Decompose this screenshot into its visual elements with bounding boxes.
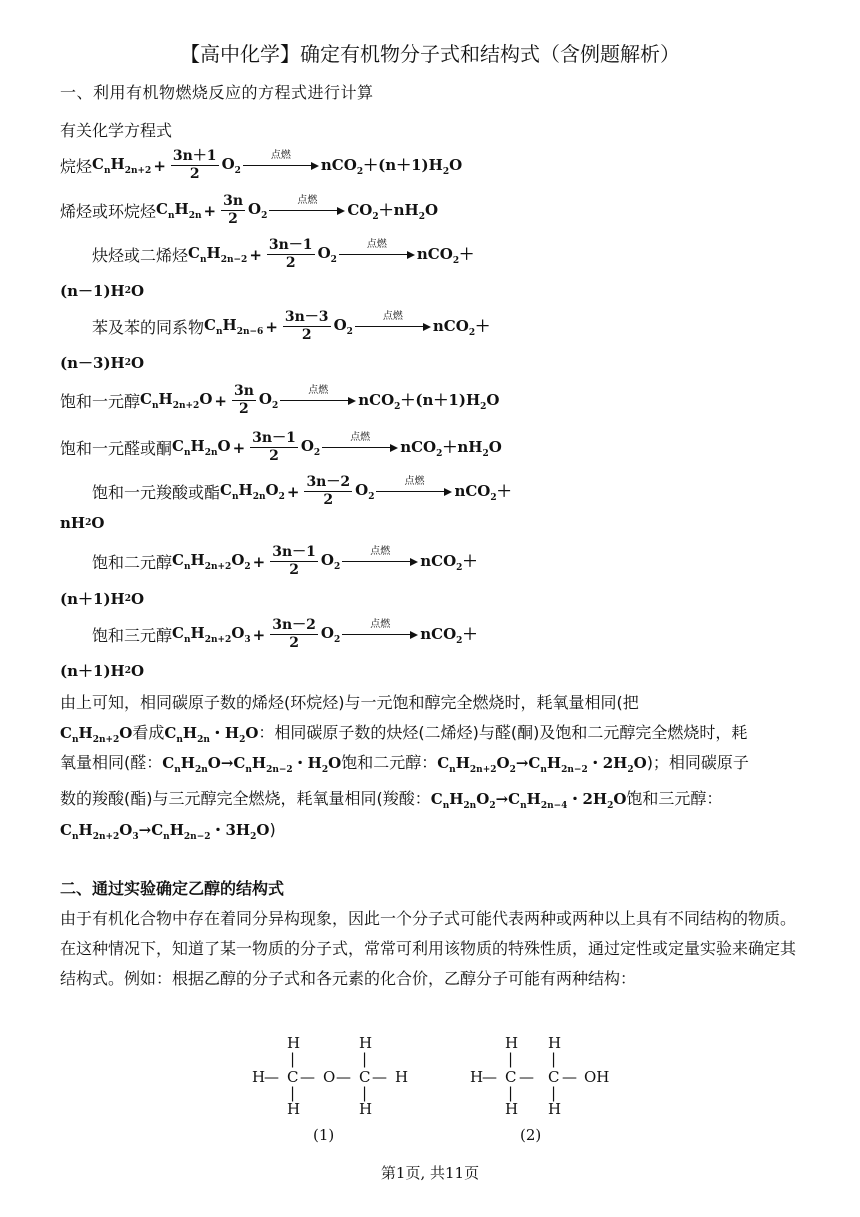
arrow-condition-label: 点燃 (297, 194, 318, 206)
products-formula: $nCO_2+nH_2O$ (400, 438, 502, 459)
reaction-arrow (355, 311, 431, 331)
products-formula: nCO$_2$＋ (416, 245, 475, 266)
s2-bar-top1: | (508, 1050, 514, 1068)
reaction-arrow (376, 476, 452, 496)
compound-class: 饱和一元醛或酮 (60, 439, 173, 458)
coefficient-numerator: 3n－2 (306, 474, 351, 490)
reactant-formula: $C_nH_{2n+2}O_2$ (172, 551, 251, 572)
coefficient-numerator: 3n－1 (268, 237, 313, 253)
oxygen-coefficient (267, 237, 315, 272)
plus-sign: + (252, 625, 266, 644)
reaction-arrow (342, 619, 418, 639)
coefficient-denominator: 2 (239, 401, 249, 417)
coefficient-denominator: 2 (289, 562, 299, 578)
coefficient-denominator: 2 (228, 211, 238, 227)
oxygen-coefficient (232, 383, 256, 418)
coefficient-denominator: 2 (269, 448, 279, 464)
structure-1 (252, 1034, 408, 1144)
plus-sign: + (286, 482, 300, 501)
plus-sign: + (153, 156, 166, 175)
arrow-icon (342, 558, 418, 566)
compound-class: 烯烃或环烷烃 (60, 202, 157, 221)
oxygen-formula: $O_2$ (221, 155, 241, 176)
section2-paragraph: 由于有机化合物中存在着同分异构现象，因此一个分子式可能代表两种或两种以上具有不同结构的物质。在这种情况下，知道了某一物质的分子式，常常可利用该物质的特殊性质，通过定性或定量实验来确定其结构式。例如：根据乙醇的分子式和各元素的化合价，乙醇分子可能有两种结构： (60, 909, 797, 988)
s2-c2: C (548, 1068, 560, 1086)
equation-row (60, 383, 499, 418)
equation-row (60, 193, 438, 228)
equation-row (60, 148, 462, 183)
reactant-formula: $C_nH_{2n+2}O_3$ (172, 624, 251, 645)
section1-subheading: 有关化学方程式 (60, 121, 173, 140)
compound-class: 苯及苯的同系物 (92, 318, 205, 337)
oxygen-coefficient (221, 193, 245, 228)
reactant-formula: $C_nH_{2n+2}O$ (140, 390, 213, 411)
plus-sign: + (214, 391, 227, 410)
reactant-formula: $C_nH_{2n+2}$ (92, 155, 152, 176)
products-formula: $CO_2+nH_2O$ (347, 201, 439, 222)
oxygen-formula: $O_2$ (300, 437, 321, 458)
page-title: 【高中化学】确定有机物分子式和结构式（含例题解析） (180, 42, 680, 66)
summary-line: 数的羧酸(酯)与三元醇完全燃烧，耗氧量相同(羧酸：$C_nH_{2n}O_2\to C_nH_{2n-4}$・$2H_2O$饱和三元醇： (60, 789, 723, 811)
oxygen-formula: $O_2$ (320, 624, 341, 645)
s1-h-top1: H (287, 1034, 301, 1052)
products-formula: nCO$_2$＋ (432, 317, 491, 338)
arrow-condition-label: 点燃 (404, 475, 425, 487)
section2-heading: 二、通过实验确定乙醇的结构式 (60, 879, 285, 898)
arrow-icon (243, 162, 319, 170)
oxygen-formula: $O_2$ (320, 551, 341, 572)
coefficient-numerator: 3n－1 (252, 430, 296, 446)
products-formula: $nCO_2+(n+1)H_2O$ (358, 391, 500, 412)
reaction-arrow (322, 432, 398, 452)
reactant-formula: $C_nH_{2n}$ (156, 200, 202, 221)
s1-bar-bot2: | (362, 1084, 368, 1102)
summary-line: $C_nH_{2n+2}O$看成$C_nH_{2n}$・$H_2O$：相同碳原子数的炔烃(二烯烃)与醛(酮)及饱和二元醇完全燃烧时，耗 (60, 723, 748, 745)
s2-label: (2) (520, 1126, 542, 1144)
arrow-icon (269, 207, 345, 215)
coefficient-denominator: 2 (323, 492, 334, 508)
oxygen-formula: $O_2$ (258, 390, 279, 411)
oxygen-coefficient (283, 309, 331, 344)
reaction-arrow (243, 150, 319, 170)
plus-sign: + (265, 317, 278, 336)
s1-label: (1) (313, 1126, 335, 1144)
coefficient-numerator: 3n (233, 383, 254, 399)
arrow-icon (339, 251, 415, 259)
compound-class: 饱和一元醇 (60, 392, 141, 411)
s2-h-left: H (470, 1068, 484, 1086)
s1-h-bot1: H (287, 1100, 301, 1118)
arrow-condition-label: 点燃 (370, 618, 391, 630)
s2-h-top2: H (548, 1034, 562, 1052)
s1-bar-bot1: | (290, 1084, 296, 1102)
plus-sign: + (252, 552, 266, 571)
arrow-icon (376, 488, 452, 496)
arrow-condition-label: 点燃 (370, 545, 391, 557)
s1-bar-top2: | (362, 1050, 368, 1068)
compound-class: 饱和三元醇 (92, 626, 173, 645)
coefficient-denominator: 2 (301, 327, 312, 343)
equation-row (92, 237, 474, 272)
oxygen-coefficient (270, 617, 318, 652)
s1-dash2: — (300, 1068, 315, 1086)
oxygen-coefficient (171, 148, 219, 183)
coefficient-numerator: 3n－1 (272, 544, 316, 560)
structure-2 (470, 1034, 609, 1144)
plus-sign: + (232, 438, 246, 457)
s1-dash3: — (336, 1068, 351, 1086)
plus-sign: + (203, 201, 217, 220)
equation-row (92, 474, 512, 509)
summary-line: 由上可知，相同碳原子数的烯烃(环烷烃)与一元饱和醇完全燃烧时，耗氧量相同(把 (60, 693, 639, 712)
compound-class: 饱和二元醇 (92, 553, 173, 572)
s1-h-bot2: H (359, 1100, 373, 1118)
reaction-arrow (269, 195, 345, 215)
s1-o: O (323, 1068, 336, 1086)
s2-bar-bot1: | (508, 1084, 514, 1102)
plus-sign: + (249, 245, 262, 264)
equation-row (92, 544, 477, 579)
summary-line: 氧量相同(醛：$C_nH_{2n}O\to C_nH_{2n-2}$・$H_2O$饱和二元醇：$C_nH_{2n+2}O_2\to C_nH_{2n-2}$・$2H_2O$)；相同碳原子 (60, 753, 749, 775)
ethanol-structures (0, 1030, 860, 1170)
products-formula: $nCO_2+(n+1)H_2O$ (320, 156, 463, 177)
products-formula: nCO$_2$＋ (454, 482, 512, 503)
products-formula: nCO$_2$＋ (420, 625, 478, 646)
s1-h-top2: H (359, 1034, 373, 1052)
oxygen-formula: $O_2$ (333, 316, 353, 337)
s2-bar-top2: | (551, 1050, 557, 1068)
arrow-icon (355, 323, 431, 331)
oxygen-coefficient (270, 544, 318, 579)
coefficient-numerator: 3n－2 (272, 617, 316, 633)
coefficient-numerator: 3n＋1 (172, 148, 217, 164)
products-formula: nCO$_2$＋ (420, 552, 478, 573)
s2-h-bot1: H (505, 1100, 519, 1118)
equation-row (92, 309, 490, 344)
products-continuation: (n－1)H 2 O (60, 281, 145, 300)
arrow-icon (322, 444, 398, 452)
reactant-formula: $C_nH_{2n-6}$ (204, 316, 264, 337)
coefficient-denominator: 2 (289, 635, 299, 651)
equation-row (60, 430, 502, 465)
section1-heading: 一、利用有机物燃烧反应的方程式进行计算 (60, 83, 374, 102)
arrow-condition-label: 点燃 (270, 149, 291, 161)
products-continuation: (n＋1)H 2 O (60, 589, 145, 608)
arrow-condition-label: 点燃 (350, 431, 371, 443)
products-continuation: nH 2 O (60, 514, 105, 532)
arrow-condition-label: 点燃 (382, 310, 403, 322)
reaction-arrow (339, 239, 415, 259)
oxygen-formula: $O_2$ (355, 481, 375, 502)
compound-class: 饱和一元羧酸或酯 (92, 483, 221, 502)
arrow-condition-label: 点燃 (366, 238, 387, 250)
compound-class: 烷烃 (60, 157, 93, 176)
coefficient-denominator: 2 (285, 255, 296, 271)
arrow-condition-label: 点燃 (308, 384, 329, 396)
s2-oh: OH (584, 1068, 610, 1086)
arrow-icon (342, 631, 418, 639)
oxygen-coefficient (250, 430, 298, 465)
reactant-formula: $C_nH_{2n}O_2$ (220, 481, 285, 502)
s1-h-left: H (252, 1068, 266, 1086)
products-continuation: (n＋1)H 2 O (60, 661, 145, 680)
coefficient-denominator: 2 (189, 166, 200, 182)
equation-row (92, 617, 477, 652)
products-continuation: (n－3)H 2 O (60, 353, 145, 372)
s1-dash1: — (264, 1068, 279, 1086)
s2-dash2: — (519, 1068, 534, 1086)
summary-line: $C_nH_{2n+2}O_3\to C_nH_{2n-2}$・$3H_2O$) (60, 820, 276, 842)
s2-bar-bot2: | (551, 1084, 557, 1102)
reaction-arrow (342, 546, 418, 566)
s2-dash1: — (482, 1068, 497, 1086)
reaction-arrow (280, 385, 356, 405)
arrow-icon (280, 397, 356, 405)
compound-class: 炔烃或二烯烃 (92, 246, 189, 265)
s1-c2: C (359, 1068, 371, 1086)
oxygen-formula: $O_2$ (248, 200, 268, 221)
s2-dash3: — (562, 1068, 577, 1086)
reactant-formula: $C_nH_{2n}O$ (172, 437, 231, 458)
reactant-formula: $C_nH_{2n-2}$ (188, 244, 248, 265)
s2-h-top1: H (505, 1034, 519, 1052)
page-footer: 第1页, 共11页 (380, 1164, 480, 1182)
coefficient-numerator: 3n (223, 193, 244, 209)
s2-h-bot2: H (548, 1100, 562, 1118)
oxygen-formula: $O_2$ (317, 244, 337, 265)
oxygen-coefficient (304, 474, 352, 509)
s2-c1: C (505, 1068, 517, 1086)
s1-bar-top1: | (290, 1050, 296, 1068)
coefficient-numerator: 3n－3 (284, 309, 329, 325)
s1-c1: C (287, 1068, 299, 1086)
s1-h-right: H (395, 1068, 409, 1086)
s1-dash4: — (372, 1068, 387, 1086)
